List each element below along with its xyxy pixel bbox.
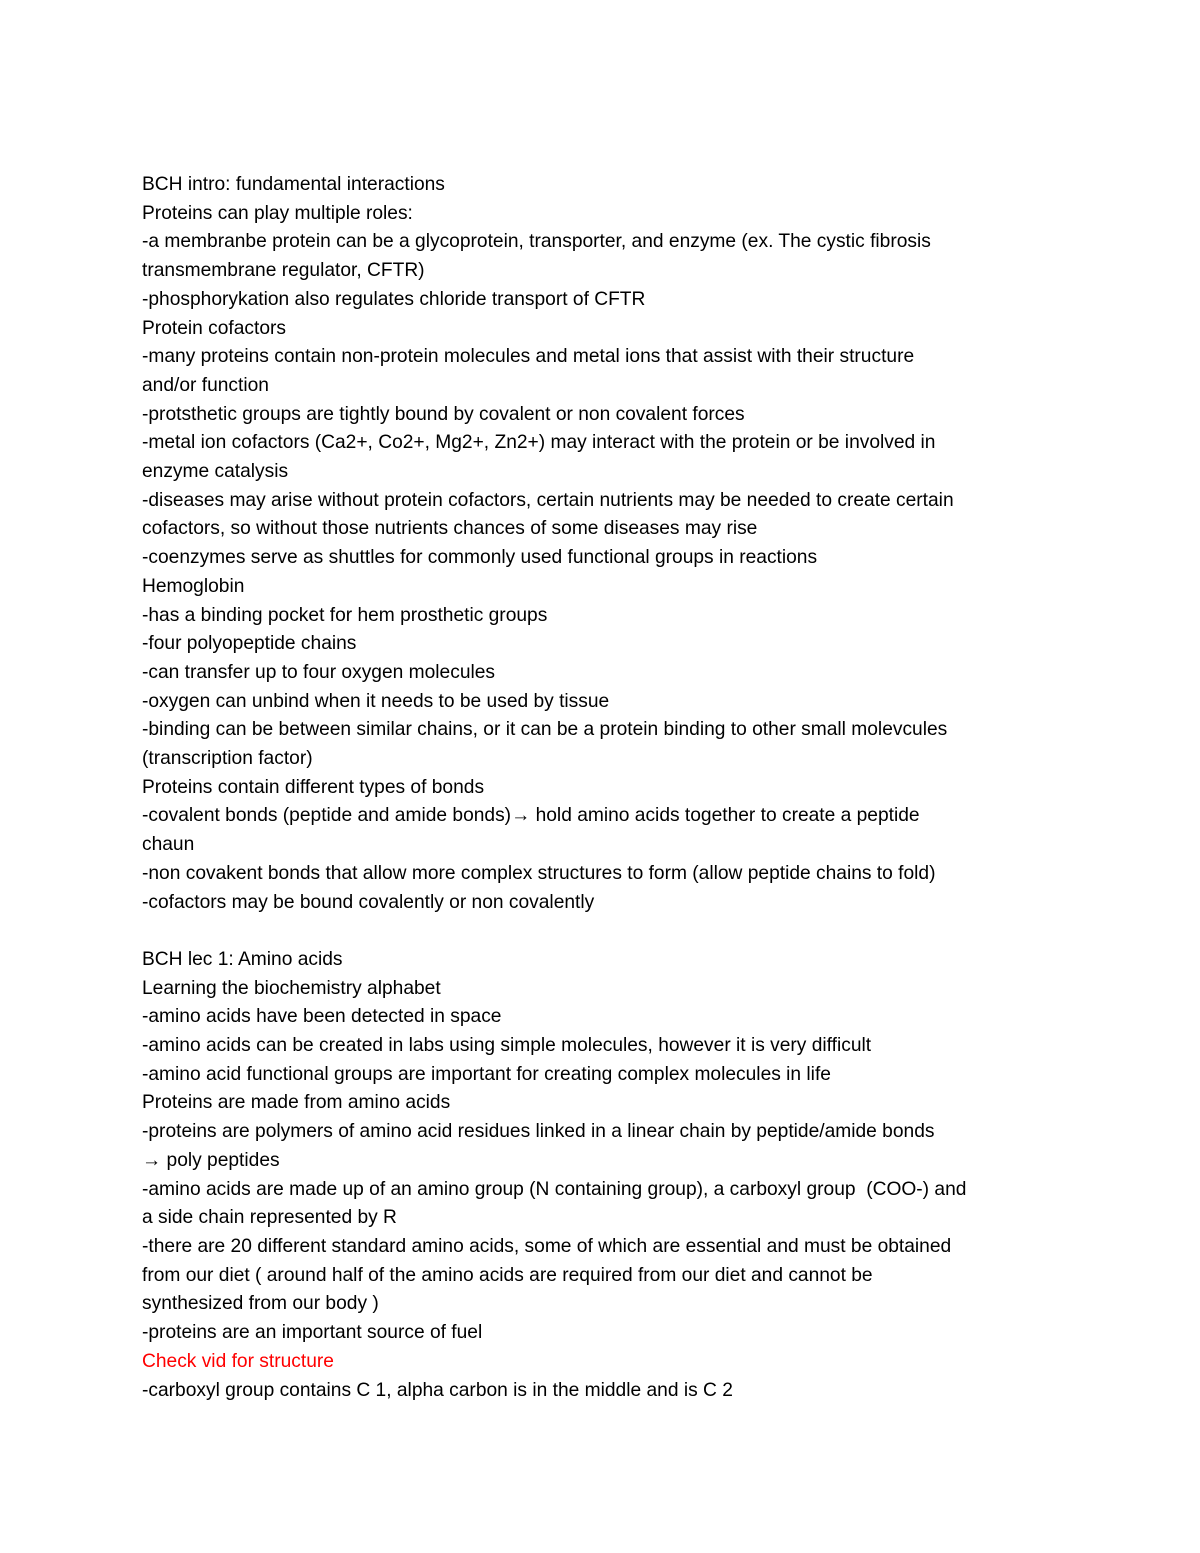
text-line: -covalent bonds (peptide and amide bonds)→ hold amino acids together to create a peptide [142,805,920,827]
subheading: Proteins contain different types of bonds [142,776,485,798]
text-line: → poly peptides [142,1149,280,1171]
blank-line [142,917,1072,946]
text-line: -protsthetic groups are tightly bound by covalent or non covalent forces [142,403,745,425]
text-line: -has a binding pocket for hem prosthetic groups [142,604,548,626]
section-title: BCH lec 1: Amino acids [142,948,343,970]
subheading: Proteins can play multiple roles: [142,202,413,224]
section-title: BCH intro: fundamental interactions [142,174,445,195]
highlight-note: Check vid for structure [142,1350,334,1372]
text-line: -amino acids can be created in labs using simple molecules, however it is very difficult [142,1035,872,1057]
section-fundamental-interactions [142,171,1072,917]
text-line: cofactors, so without those nutrients chances of some diseases may rise [142,518,758,540]
text-line: -phosphorykation also regulates chloride transport of CFTR [142,288,646,310]
subheading: Hemoglobin [142,575,245,597]
text-line: a side chain represented by R [142,1207,397,1229]
text-line: -oxygen can unbind when it needs to be used by tissue [142,690,610,712]
text-line: chaun [142,834,195,856]
text-line: -amino acids have been detected in space [142,1006,502,1028]
text-line: -amino acids are made up of an amino group (N containing group), a carboxyl group (COO-) and [142,1178,967,1200]
text-line: (transcription factor) [142,748,313,770]
text-line: transmembrane regulator, CFTR) [142,260,425,282]
text-line: -diseases may arise without protein cofactors, certain nutrients may be needed to create certain [142,489,954,511]
text-line: -cofactors may be bound covalently or non covalently [142,891,595,913]
text-line: from our diet ( around half of the amino acids are required from our diet and cannot be [142,1264,873,1286]
text-line: -carboxyl group contains C 1, alpha carbon is in the middle and is C 2 [142,1379,733,1401]
text-line: and/or function [142,374,269,396]
subheading: Proteins are made from amino acids [142,1092,451,1114]
text-line: -there are 20 different standard amino acids, some of which are essential and must be obtained [142,1236,952,1257]
section-amino-acids [142,946,1072,1405]
subheading: Protein cofactors [142,317,286,339]
text-line: enzyme catalysis [142,461,289,483]
text-line: -proteins are an important source of fuel [142,1322,483,1344]
text-line: synthesized from our body ) [142,1293,379,1315]
text-line: -many proteins contain non-protein molecules and metal ions that assist with their structure [142,346,915,368]
text-line: -a membranbe protein can be a glycoprotein, transporter, and enzyme (ex. The cystic fibrosis [142,231,931,253]
text-line: -four polyopeptide chains [142,633,357,655]
text-line: -amino acid functional groups are important for creating complex molecules in life [142,1063,831,1085]
text-line: -binding can be between similar chains, or it can be a protein binding to other small molevcules [142,719,948,741]
text-line: -non covakent bonds that allow more complex structures to form (allow peptide chains to fold) [142,862,936,884]
text-line: -can transfer up to four oxygen molecules [142,661,496,683]
subheading: Learning the biochemistry alphabet [142,977,441,999]
text-line: -proteins are polymers of amino acid residues linked in a linear chain by peptide/amide bonds [142,1121,935,1143]
text-line: -metal ion cofactors (Ca2+, Co2+, Mg2+, Zn2+) may interact with the protein or be involved in [142,432,936,454]
document-body [142,171,1072,1405]
text-line: -coenzymes serve as shuttles for commonly used functional groups in reactions [142,547,818,569]
